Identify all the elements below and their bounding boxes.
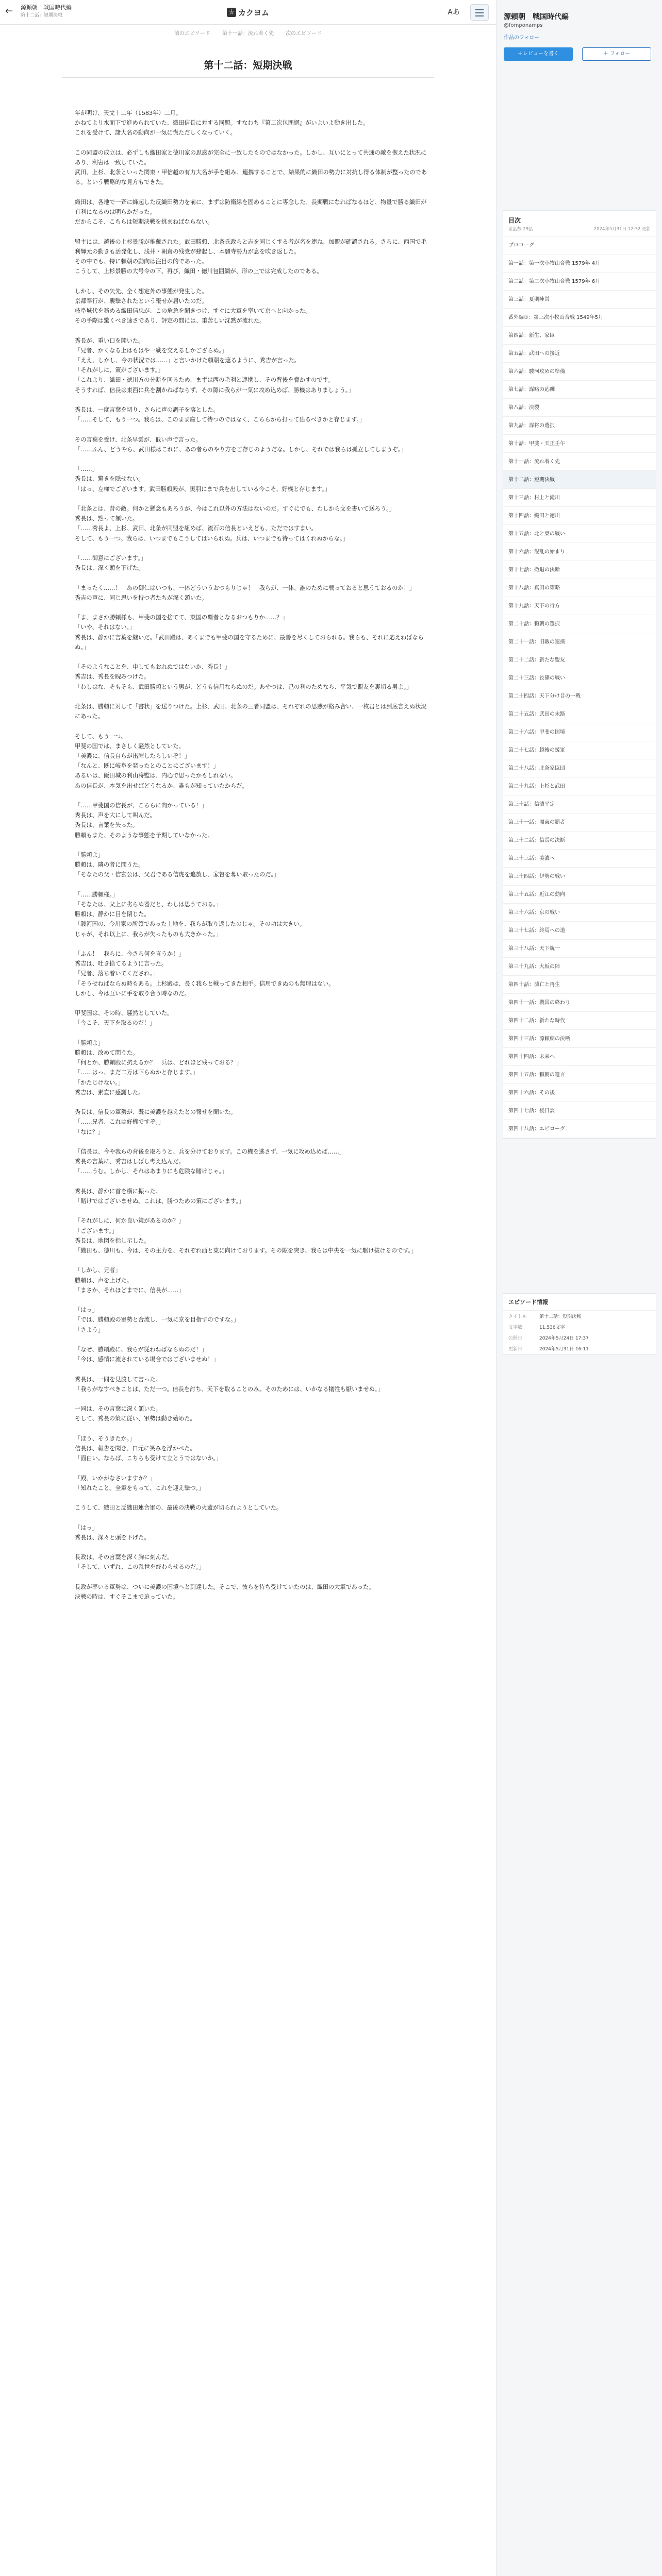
body-paragraph xyxy=(75,1335,431,1345)
toc-item[interactable]: 第三話：夏期陣営 xyxy=(503,291,656,309)
body-paragraph: これを受けて、諸大名の動向が一気に慌ただしくなっていく。 xyxy=(75,129,236,137)
body-paragraph: 秀長の言葉に、秀吉はしばし考え込んだ。 xyxy=(75,1158,185,1165)
toc-item[interactable]: 第二十七話：越後の援軍 xyxy=(503,741,656,759)
body-paragraph: 秀長は、静かに言葉を継いだ。「武田殿は、あくまでも甲斐の国を守るために、最善を尽くしておられる。我らも、それに応えねばならぬ。」 xyxy=(75,634,424,651)
toc-item[interactable]: 第八話：決裂 xyxy=(503,399,656,417)
body-paragraph: 「……甲斐国の信長が、こちらに向かっている！」 xyxy=(75,802,208,809)
body-paragraph: 武田、上杉、北条といった関東・甲信越の有力大名が手を組み、連携することで、結果的に織田の勢力に対抗し得る体制が整ったのである。という戦略的な見方もできた。 xyxy=(75,169,427,186)
body-paragraph: 「今こそ、天下を取るのだ！」 xyxy=(75,1020,156,1027)
body-paragraph: 秀吉は、秀長を睨みつけた。 xyxy=(75,673,150,681)
body-paragraph xyxy=(75,1394,431,1404)
body-paragraph xyxy=(75,939,431,949)
info-key: 公開日 xyxy=(508,1336,523,1341)
body-paragraph: 秀長は、一度言葉を切り、さらに声の調子を落とした。 xyxy=(75,406,219,413)
body-paragraph: 「面白い。ならば、こちらも受けて立とうではないか。」 xyxy=(75,1455,222,1462)
body-paragraph: 「……はっ、まだ二万は下らぬかと存じます。」 xyxy=(75,1069,198,1076)
body-paragraph: 「賭けではございませぬ。これは、勝つための策にございます。」 xyxy=(75,1197,245,1205)
body-paragraph: 「ほう、そうきたか。」 xyxy=(75,1435,136,1442)
body-paragraph: 決戦の時は、すぐそこまで迫っていた。 xyxy=(75,1593,179,1600)
body-paragraph: 「殿、いかがなさいますか？」 xyxy=(75,1475,156,1482)
body-paragraph: 秀長は、声を大にして叫んだ。 xyxy=(75,812,156,819)
toc-item[interactable]: 第三十三話：美濃へ xyxy=(503,850,656,868)
toc-item[interactable]: 第二十二話：新たな盟友 xyxy=(503,651,656,669)
body-paragraph xyxy=(75,188,431,197)
toc-item[interactable]: 第二十五話：武田の末路 xyxy=(503,705,656,723)
episode-info xyxy=(503,1293,656,1354)
body-paragraph xyxy=(75,1543,431,1552)
body-paragraph: 「それがしに、策がございます。」 xyxy=(75,367,164,374)
toc-item[interactable]: 第四十一話：戦国の終わり xyxy=(503,994,656,1012)
font-settings-button[interactable]: Aあ xyxy=(448,8,460,16)
body-paragraph: 「我らがなすべきことは、ただ一つ。信長を討ち、天下を取ることのみ。そのためには、いかなる犠牲も厭いませぬ。」 xyxy=(75,1385,384,1393)
table-of-contents xyxy=(503,210,656,1139)
toc-list xyxy=(503,236,656,1138)
body-paragraph: 「駿河国の、今川家の所領であった土地を、我らが取り返したのじゃ。その功は大きい。 xyxy=(75,921,305,928)
body-paragraph xyxy=(75,1028,431,1038)
body-paragraph: 「そなたは、父上に劣らぬ器だと、わしは思うておる。」 xyxy=(75,901,222,908)
body-paragraph: 「なんと、既に岐阜を発ったとのことにございます！」 xyxy=(75,762,219,770)
body-paragraph: 「織田も、徳川も、今は、その主力を、それぞれ西と東に向けております。その隙を突き、我らは中央を一気に駆け抜けるのです。」 xyxy=(75,1247,417,1254)
toc-item[interactable]: 第十話：甲斐・天正壬午 xyxy=(503,435,656,453)
body-paragraph: 「……勝頼様。」 xyxy=(75,891,118,898)
body-paragraph xyxy=(75,603,431,613)
info-key: 文字数 xyxy=(508,1325,523,1330)
body-paragraph: 「知れたこと。全軍をもって、これを迎え撃つ。」 xyxy=(75,1484,205,1492)
body-paragraph: 「なに？」 xyxy=(75,1128,104,1136)
body-paragraph: 京都奉行が、襲撃されたという報せが届いたのだ。 xyxy=(75,297,208,304)
body-paragraph xyxy=(75,721,431,731)
body-paragraph xyxy=(75,1256,431,1265)
toc-meta xyxy=(503,226,656,236)
body-paragraph: 「そして、いずれ、この乱世を終わらせるのだ。」 xyxy=(75,1564,205,1571)
info-row xyxy=(503,1321,656,1332)
toc-item[interactable]: 第十九話：天下の行方 xyxy=(503,597,656,615)
info-list xyxy=(503,1311,656,1354)
body-paragraph: 「北条とは、昔の敵。何かと懸念もあろうが、今はこれ以外の方法はないのだ。すぐにでも、わしから文を書いて送ろう。」 xyxy=(75,505,395,512)
body-paragraph: 「兄者、かくなる上はもはや一戦を交えるしかござらぬ。」 xyxy=(75,347,228,354)
body-paragraph xyxy=(75,791,431,801)
body-paragraph: 「そうせねばならぬ時もある。上杉殿は、長く我らと戦ってきた相手。信用できぬのも無理はない。 xyxy=(75,980,335,987)
toc-item[interactable]: 第十三話：村上と滝川 xyxy=(503,489,656,507)
body-paragraph: あの信長が、本気を出せばどうなるか、誰もが知っていたからだ。 xyxy=(75,782,248,789)
sidebar-follow-link[interactable]: 作品のフォロー xyxy=(504,35,540,41)
body-paragraph: この同盟の成立は、必ずしも織田家と德川家の思惑が完全に一致したものではなかった。しかし、互いにとって共通の敵を抱えた状況にあり、利害は一致していた。 xyxy=(75,149,427,166)
body-paragraph xyxy=(75,1206,431,1216)
body-paragraph: 勝頼は、静かに目を閉じた。 xyxy=(75,911,150,918)
body-paragraph: こうして、上杉景勝の大号令の下、再び、織田・徳川包囲網が、形の上では完成したのである。 xyxy=(75,268,323,275)
toc-item[interactable]: 第三十八話：天下統一 xyxy=(503,940,656,958)
toc-item[interactable]: 第十七話：撤退の決断 xyxy=(503,561,656,579)
body-paragraph: 「ま、まさか勝頼様も、甲斐の国を捨てて、東国の覇者となるおつもりか……？」 xyxy=(75,614,288,621)
toc-item[interactable]: 番外編①：第三次小牧山合戦 1549年5月 xyxy=(503,309,656,327)
body-paragraph: 「……」 xyxy=(75,466,98,473)
body-paragraph: 信長は、報告を聞き、口元に笑みを浮かべた。 xyxy=(75,1445,196,1452)
toc-item[interactable]: 第二十四話：天下分け目の一戦 xyxy=(503,687,656,705)
episode-nav xyxy=(0,29,496,39)
toc-heading: 目次 xyxy=(508,217,521,224)
body-paragraph xyxy=(75,395,431,405)
body-paragraph: 「はっ」 xyxy=(75,1524,98,1531)
toc-item[interactable]: 第一話：第一次小牧山合戦 1579年 4月 xyxy=(503,255,656,273)
menu-button[interactable] xyxy=(470,4,489,21)
toc-item[interactable]: 第七話：謀略の応酬 xyxy=(503,381,656,399)
body-paragraph: だからこそ、こちらは短期決戦を挑まねばならない。 xyxy=(75,218,213,226)
body-paragraph: 「なぜ、勝頼殿に、我らが従わねばならぬのだ！」 xyxy=(75,1346,207,1353)
toc-item[interactable]: 第三十四話：伊勢の戦い xyxy=(503,868,656,886)
follow-button[interactable]: ＋ フォロー xyxy=(582,47,651,61)
body-paragraph: 秀長は、一同を見渡して言った。 xyxy=(75,1376,161,1383)
body-paragraph: 「そのようなことを、申してもおれぬではないか、秀長！」 xyxy=(75,664,230,671)
body-paragraph: 秀長は、深く頭を下げた。 xyxy=(75,565,144,572)
toc-item[interactable]: 第二十九話：上杉と武田 xyxy=(503,777,656,795)
body-paragraph xyxy=(75,1572,431,1582)
hamburger-icon-bar xyxy=(475,15,484,16)
body-paragraph xyxy=(75,998,431,1008)
body-paragraph xyxy=(75,652,431,662)
body-paragraph: じゃが、それ以上に、我らが失ったものも大きかった。」 xyxy=(75,930,222,938)
toc-item[interactable]: 第三十五話：近江の動向 xyxy=(503,886,656,904)
body-paragraph: 秀長が、重い口を開いた。 xyxy=(75,337,144,344)
body-paragraph xyxy=(75,454,431,464)
info-row xyxy=(503,1332,656,1343)
body-paragraph: その手際は驚くべき速さであり、評定の間には、重苦しい沈黙が流れた。 xyxy=(75,317,266,325)
body-paragraph xyxy=(75,425,431,434)
body-paragraph: そうすれば、信長は東西に兵を割かねばならず、その隙に我らが一気に攻め込めば、勝機はありましょう。」 xyxy=(75,386,354,394)
body-paragraph xyxy=(75,1424,431,1434)
body-paragraph xyxy=(75,1463,431,1473)
info-value: 第十二話：短期決戦 xyxy=(539,1314,582,1319)
body-paragraph: あるいは、飯田城の利山将監は、内心で思ったかもしれない。 xyxy=(75,772,237,779)
body-paragraph: 一同は、その言葉に深く頷いた。 xyxy=(75,1405,161,1413)
body-paragraph: 勝頼は、隣の者に問うた。 xyxy=(75,861,144,869)
body-paragraph: 秀長は、驚きを隠せない。 xyxy=(75,476,144,483)
body-paragraph: 「しかし、兄者」 xyxy=(75,1267,121,1274)
body-paragraph: 年が明け、天文十二年（1583年）二月。 xyxy=(75,110,182,116)
body-paragraph: 「ふん！ 我らに、今さら何を言うか！」 xyxy=(75,950,185,957)
site-logo[interactable] xyxy=(227,6,269,19)
body-paragraph: しかし、今は互いに手を取り合う時なのだ。」 xyxy=(75,990,193,997)
body-paragraph xyxy=(75,573,431,583)
body-paragraph xyxy=(75,544,431,553)
info-value: 2024年5月31日 16:11 xyxy=(539,1347,589,1352)
chapter-title: 第十二話：短期決戦 xyxy=(204,60,292,71)
info-value: 2024年5月24日 17:37 xyxy=(539,1336,589,1341)
toc-item[interactable]: 第十四話：織田と徳川 xyxy=(503,507,656,525)
body-paragraph: 「まったく……！ あの御仁はいつも、一体どういうおつもりじゃ！ 我らが、一体、誰のために戦っておると思うておるのか！」 xyxy=(75,584,415,591)
info-heading: エピソード情報 xyxy=(503,1294,656,1311)
toc-item[interactable]: 第四十四話：未来へ xyxy=(503,1048,656,1066)
body-paragraph: その言葉を受け、北条早雲が、低い声で言った。 xyxy=(75,436,202,443)
toc-item[interactable]: プロローグ xyxy=(503,236,656,255)
prev-episode-link[interactable]: 前のエピソード xyxy=(174,31,210,37)
sidebar xyxy=(496,0,662,2576)
body-paragraph: かねてより水面下で進められていた、織田信長に対する同盟。すなわち『第二次包囲網』がいよいよ動き出した。 xyxy=(75,120,369,127)
body-paragraph xyxy=(75,1364,431,1374)
body-paragraph: 秀吉は、素直に感謝した。 xyxy=(75,1089,144,1096)
body-paragraph: 秀吉の声に、同じ思いを持つ者たちが深く頷いた。 xyxy=(75,594,208,601)
toc-item[interactable]: 第三十話：信濃平定 xyxy=(503,795,656,814)
body-paragraph: 「信長は、今や我らの背後を取ろうと、兵を分けております。この機を逃さず、一気に攻め込めば……」 xyxy=(75,1148,345,1155)
body-paragraph: 「勝頼よ」 xyxy=(75,851,104,858)
body-paragraph: 勝頼もまた、そのような事態を予期していなかった。 xyxy=(75,832,213,839)
body-paragraph: そして、もう一つ。我らは、いつまでもこうしてはいられぬ。兵は、いつまでも待ってはくれぬからな。」 xyxy=(75,535,349,542)
toc-item[interactable]: 第四十八話：エピローグ xyxy=(503,1120,656,1138)
body-paragraph: 北条は、勝頼に対して「書状」を送りつけた。上杉、武田、北条の三者同盟は、それぞれの思惑が絡み合い、一枚岩とは到底言えぬ状況にあった。 xyxy=(75,703,427,720)
toc-item[interactable]: 第三十二話：信長の決断 xyxy=(503,832,656,850)
body-paragraph xyxy=(75,1493,431,1503)
info-key: タイトル xyxy=(508,1314,527,1319)
info-row xyxy=(503,1311,656,1321)
body-paragraph: 「さよう」 xyxy=(75,1326,104,1333)
body-paragraph xyxy=(75,227,431,236)
toc-item[interactable]: 第二十六話：甲斐の国境 xyxy=(503,723,656,741)
body-paragraph: 秀長は、深々と頭を下げた。 xyxy=(75,1534,150,1541)
body-paragraph xyxy=(75,880,431,890)
body-paragraph: 「……秀長よ、上杉、武田、北条が同盟を組めば、流石の信長といえども、ただではすまい。 xyxy=(75,525,317,532)
toc-item[interactable]: 第十八話：真田の策略 xyxy=(503,579,656,597)
body-paragraph: 「美濃に、信長自らが出陣したらしいぞ！」 xyxy=(75,752,190,759)
body-paragraph xyxy=(75,494,431,504)
toc-item[interactable]: 第三十七話：終焉への道 xyxy=(503,922,656,940)
body-paragraph: 秀吉は、吐き捨てるように言った。 xyxy=(75,960,168,968)
body-paragraph xyxy=(75,1513,431,1522)
toc-item[interactable]: 第十五話：北と東の戦い xyxy=(503,525,656,543)
body-paragraph: 「そなたの父・信玄公は、父君である信虎を追放し、家督を奪い取ったのだ。」 xyxy=(75,871,280,878)
toc-count: 全話数 29話 xyxy=(508,227,533,232)
info-key: 更新日 xyxy=(508,1347,523,1352)
body-paragraph: 「はっ」 xyxy=(75,1307,98,1314)
body-paragraph: 盟主には、越後の上杉景勝が推戴された。武田勝頼、北条氏政らと志を同じくする者が名を連ね、加盟が確認される。さらに、西国で毛利輝元の動きも活発化し、浅井・朝倉の残党が蜂起し、本願寺勢力が息を吹き返した。 xyxy=(75,238,427,255)
body-paragraph: 「では、勝頼殿の軍勢と合流し、一気に京を目指すのですな。」 xyxy=(75,1316,239,1324)
body-paragraph: 秀長は、地図を指し示した。 xyxy=(75,1237,150,1244)
toc-link[interactable]: 第十一話：流れ着く先 xyxy=(222,31,274,37)
body-paragraph xyxy=(75,1097,431,1107)
body-paragraph xyxy=(75,1295,431,1305)
body-paragraph: 「これより、織田・徳川方の分断を図るため、まずは西の毛利と連携し、その背後を脅かすのです。 xyxy=(75,377,334,384)
toc-item[interactable]: 第十六話：混乱の始まり xyxy=(503,543,656,561)
body-paragraph xyxy=(75,1177,431,1187)
body-paragraph: 「まさか、それほどまでに、信長が……」 xyxy=(75,1286,185,1294)
body-paragraph: 岐阜城代を務める織田信忠が、この危急を聞きつけ、すぐに大軍を率いて京へと向かった。 xyxy=(75,308,311,314)
body-paragraph xyxy=(75,138,431,148)
body-paragraph: 「……うむ。しかし、それはあまりにも危険な賭けじゃ。」 xyxy=(75,1168,228,1175)
write-review-button[interactable]: ＋レビューを書く xyxy=(504,47,573,61)
body-paragraph: こうして、織田と反織田連合軍の、最後の決戦の火蓋が切られようとしていた。 xyxy=(75,1504,283,1512)
toc-item[interactable]: 第十一話：流れ着く先 xyxy=(503,453,656,471)
toc-item[interactable]: 第二十八話：北条家臣団 xyxy=(503,759,656,777)
body-paragraph: 「……ふん、どうやら、武田様はこれに、あの者らのやり方をご存じのようだな。しかし、それでは我らは孤立してしまうぞ。」 xyxy=(75,446,407,453)
episode-subtitle: 第十二話：短期決戦 xyxy=(21,13,63,18)
toc-item[interactable]: 第二話：第二次小牧山合戦 1579年 6月 xyxy=(503,273,656,291)
toc-item[interactable]: 第二十一話：旧敵の連携 xyxy=(503,633,656,651)
body-paragraph: しかし、その矢先、全く想定外の事態が発生した。 xyxy=(75,287,208,295)
body-paragraph: 「ええ、しかし、今の状況では……」と言いかけた頼朝を遮るように、秀吉が言った。 xyxy=(75,357,300,364)
body-paragraph xyxy=(75,1137,431,1147)
toc-item[interactable]: 第四十三話：源頼朝の決断 xyxy=(503,1030,656,1048)
body-paragraph: 織田は、各地で一斉に蜂起した反織田勢力を前に、まずは防衛線を固めることに専念した。長期戦になればなるほど、物量で勝る織田が有利になるのは明らかだった。 xyxy=(75,198,427,215)
toc-item[interactable]: 第三十九話：大坂の陣 xyxy=(503,958,656,976)
body-paragraph: 勝頼は、改めて問うた。 xyxy=(75,1049,139,1056)
logo-text: カクヨム xyxy=(238,8,270,18)
body-paragraph: 「兄者、落ち着いてくだされ。」 xyxy=(75,970,159,977)
body-paragraph: そして、もう一つ。 xyxy=(75,733,127,740)
sidebar-author[interactable]: @fomponamps xyxy=(504,23,543,28)
toc-item[interactable]: 第三十六話：京の戦い xyxy=(503,904,656,922)
body-paragraph: 秀長は、静かに首を横に振った。 xyxy=(75,1188,161,1195)
info-row xyxy=(503,1343,656,1354)
body-paragraph: 「……兄者、これは好機ですぞ。」 xyxy=(75,1118,164,1126)
next-episode-link[interactable]: 次のエピソード xyxy=(286,31,322,37)
toc-item[interactable]: 第六話：駿河攻めの準備 xyxy=(503,363,656,381)
divider xyxy=(62,77,434,78)
body-paragraph: 甲斐国は、その時、騒然としていた。 xyxy=(75,1010,173,1017)
top-bar xyxy=(0,0,496,25)
body-paragraph xyxy=(75,326,431,335)
body-paragraph: 「今は、感情に流されている場合ではございませぬ！」 xyxy=(75,1356,219,1363)
toc-item[interactable]: 第二十三話：長篠の戦い xyxy=(503,669,656,687)
body-paragraph: 「ございます。」 xyxy=(75,1227,118,1234)
info-value: 11,536文字 xyxy=(539,1325,565,1330)
hamburger-icon xyxy=(475,9,484,10)
body-paragraph: 「はっ、左様でございます。武田勝頼殿が、奥羽にまで兵を出している今こそ、好機と存じます。」 xyxy=(75,485,330,493)
toc-item[interactable]: 第四話：新生、家臣 xyxy=(503,327,656,345)
toc-item[interactable]: 第四十五話：頼朝の遺言 xyxy=(503,1066,656,1084)
toc-item[interactable]: 第四十七話：後日談 xyxy=(503,1102,656,1120)
toc-item[interactable]: 第三十一話：関東の覇者 xyxy=(503,814,656,832)
body-paragraph xyxy=(75,840,431,850)
back-arrow-icon[interactable]: ← xyxy=(5,6,13,16)
body-paragraph: 「それがしに、何か良い策があるのか？」 xyxy=(75,1217,185,1225)
body-paragraph: 「わしはな、そもそも、武田勝頼という男が、どうも信用ならぬのだ。あやつは、己の利のためなら、平気で盟友を裏切る男よ。」 xyxy=(75,683,412,690)
logo-icon: カ xyxy=(227,8,236,17)
toc-item[interactable]: 第四十六話：その後 xyxy=(503,1084,656,1102)
toc-item[interactable]: 第四十話：滅亡と再生 xyxy=(503,976,656,994)
body-paragraph: 秀長は、信長の軍勢が、既に美濃を越えたとの報せを聞いた。 xyxy=(75,1109,237,1116)
toc-item[interactable]: 第五話：武田への接近 xyxy=(503,345,656,363)
body-paragraph: 甲斐の国では、まさしく騒然としていた。 xyxy=(75,742,185,750)
body-paragraph: 秀長は、黙って頷いた。 xyxy=(75,515,139,522)
toc-item[interactable]: 第十二話：短期決戦 xyxy=(503,471,656,489)
body-paragraph: そして、秀長の策に従い、軍勢は動き始めた。 xyxy=(75,1415,196,1422)
body-paragraph: 「いや、それはない。」 xyxy=(75,624,136,631)
episode-body xyxy=(75,108,431,1602)
body-paragraph: その中でも、特に頼朝の動向は注目の的であった。 xyxy=(75,258,208,265)
toc-item[interactable]: 第四十二話：新たな時代 xyxy=(503,1012,656,1030)
toc-item[interactable]: 第二十話：頼朝の選択 xyxy=(503,615,656,633)
sidebar-work-title[interactable]: 源頼朝 戦国時代編 xyxy=(504,13,569,21)
body-paragraph xyxy=(75,276,431,286)
body-paragraph xyxy=(75,692,431,702)
body-paragraph: 「……そして、もう一つ。我らは、このまま座して待つのではなく、こちらから打って出るべきかと存じます。」 xyxy=(75,416,366,423)
body-paragraph: 「勝頼よ」 xyxy=(75,1039,104,1046)
toc-item[interactable]: 第九話：謀将の選択 xyxy=(503,417,656,435)
body-paragraph: 「……御意にございます。」 xyxy=(75,554,146,562)
work-title[interactable]: 源頼朝 戦国時代編 xyxy=(21,4,72,11)
body-paragraph: 長政が率いる軍勢は、ついに美濃の国境へと到達した。そこで、彼らを待ち受けていたのは、織田の大軍であった。 xyxy=(75,1583,375,1590)
body-paragraph: 「かたじけない。」 xyxy=(75,1079,124,1086)
hamburger-icon-bar xyxy=(475,12,484,13)
body-paragraph: 長政は、その言葉を深く胸に刻んだ。 xyxy=(75,1554,173,1561)
body-paragraph: 「何とか、勝頼殿に抗えるか？ 兵は、どれほど残っておる？」 xyxy=(75,1059,242,1066)
body-paragraph: 秀長は、言葉を失った。 xyxy=(75,822,139,829)
toc-updated: 2024年5月31日 12:32 更新 xyxy=(593,227,651,232)
body-paragraph: 勝頼は、声を上げた。 xyxy=(75,1277,133,1284)
